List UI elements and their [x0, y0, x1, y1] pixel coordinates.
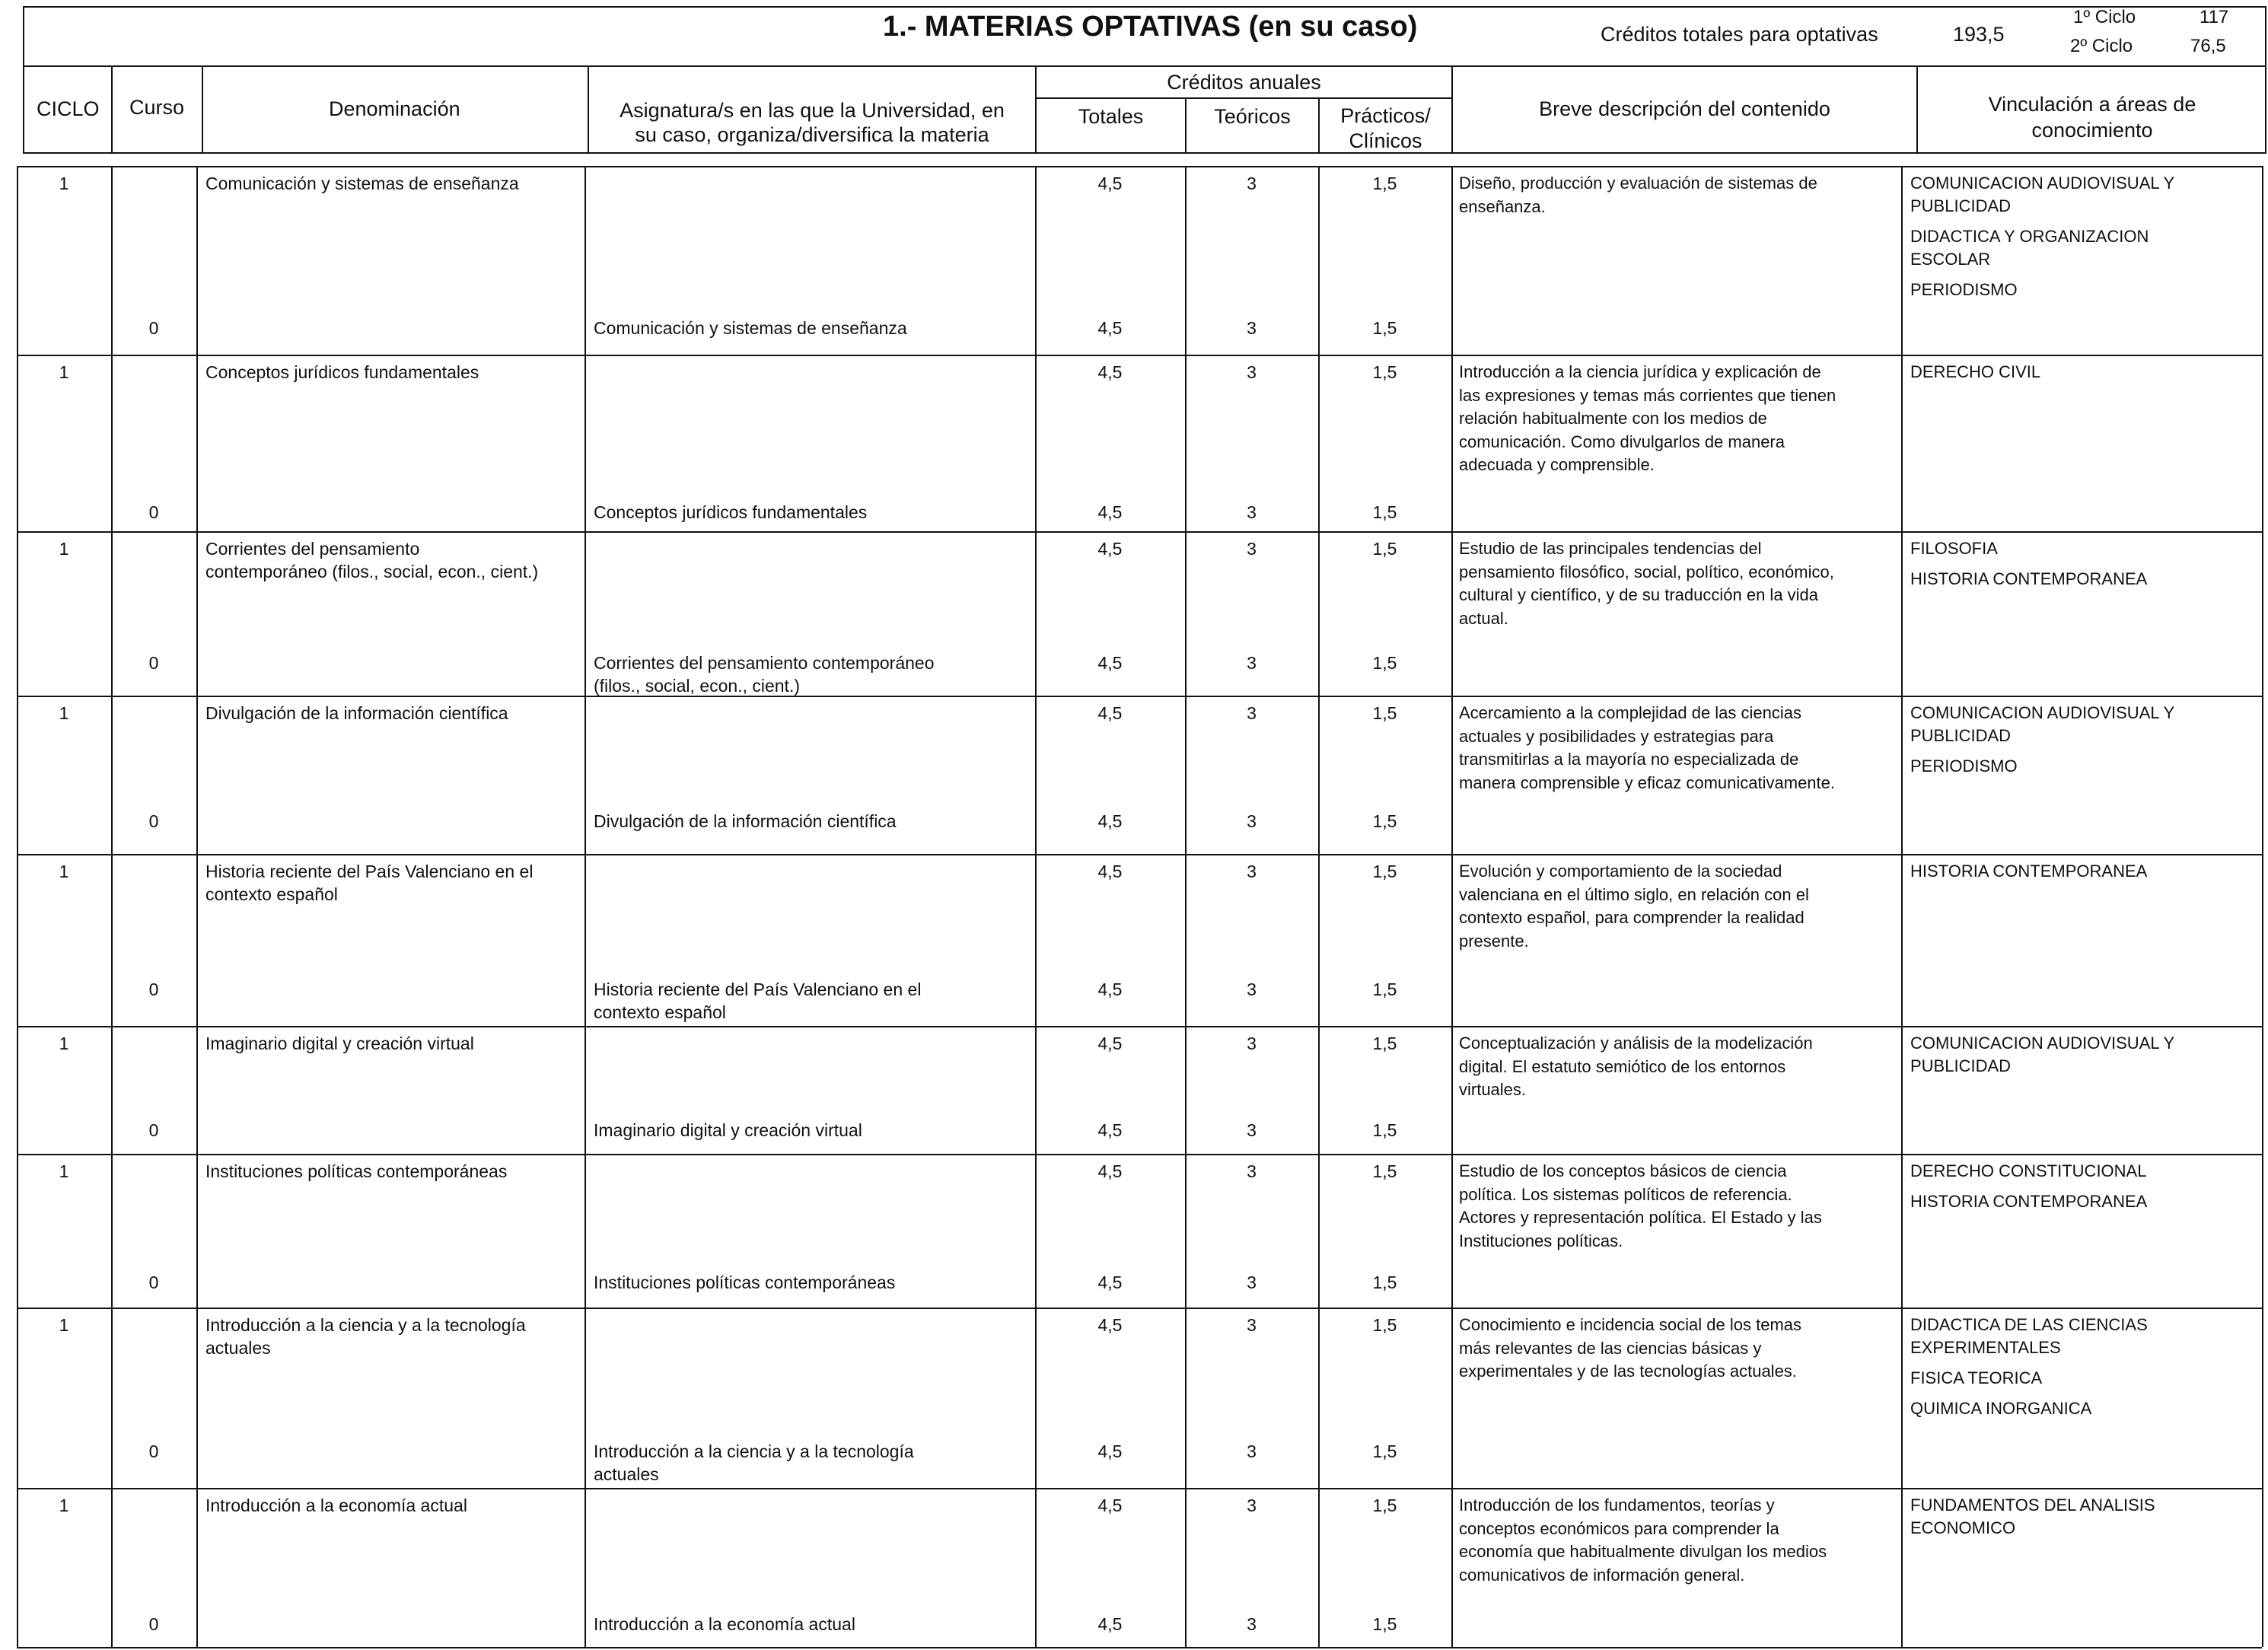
asignatura-text: Corrientes del pensamiento contemporáneo	[594, 653, 935, 673]
curso-value: 0	[148, 653, 159, 673]
teoricos-value: 3	[1247, 1034, 1257, 1053]
totales-value: 4,5	[1097, 1161, 1123, 1181]
curso-value: 0	[148, 1273, 159, 1292]
totales-value: 4,5	[1097, 979, 1123, 999]
ciclo1-label: 1º Ciclo	[2073, 7, 2136, 27]
curso-value: 0	[148, 1441, 159, 1461]
totales-value: 4,5	[1097, 1496, 1123, 1515]
asignatura-text: Introducción a la ciencia y a la tecnología	[594, 1441, 914, 1461]
totales-value: 4,5	[1097, 318, 1123, 338]
area-conocimiento: HISTORIA CONTEMPORANEA	[1910, 1192, 2148, 1211]
body-frame	[17, 166, 2263, 1647]
practicos-value: 1,5	[1372, 862, 1397, 881]
descripcion-text: conceptos económicos para comprender la	[1459, 1518, 1779, 1538]
descripcion-text: relación habitualmente con los medios de	[1459, 409, 1767, 428]
col-header-ciclo: CICLO	[37, 97, 100, 120]
totales-value: 4,5	[1097, 1614, 1123, 1634]
ciclo-value: 1	[59, 862, 69, 881]
practicos-value: 1,5	[1372, 318, 1397, 338]
area-conocimiento: HISTORIA CONTEMPORANEA	[1910, 569, 2148, 588]
totales-value: 4,5	[1097, 502, 1123, 522]
practicos-value: 1,5	[1372, 1315, 1397, 1335]
col-header-teoricos: Teóricos	[1214, 105, 1291, 128]
totales-value: 4,5	[1097, 174, 1123, 193]
denominacion-text: Historia reciente del País Valenciano en el	[205, 862, 534, 881]
col-header-asignatura-1: Asignatura/s en las que la Universidad, en	[620, 99, 1005, 122]
practicos-value: 1,5	[1372, 979, 1397, 999]
practicos-value: 1,5	[1372, 653, 1397, 673]
practicos-value: 1,5	[1372, 703, 1397, 723]
teoricos-value: 3	[1247, 1315, 1257, 1335]
page-title: 1.- MATERIAS OPTATIVAS (en su caso)	[883, 11, 1418, 43]
descripcion-text: más relevantes de las ciencias básicas y	[1459, 1338, 1762, 1358]
practicos-value: 1,5	[1372, 362, 1397, 382]
descripcion-text: Evolución y comportamiento de la sociedad	[1459, 862, 1782, 881]
curso-value: 0	[148, 318, 159, 338]
denominacion-text: Introducción a la ciencia y a la tecnología	[205, 1315, 526, 1335]
ciclo-value: 1	[59, 362, 69, 382]
descripcion-text: actual.	[1459, 608, 1508, 628]
area-conocimiento: DERECHO CONSTITUCIONAL	[1910, 1161, 2147, 1180]
practicos-value: 1,5	[1372, 502, 1397, 522]
area-conocimiento: ECONOMICO	[1910, 1518, 2016, 1537]
practicos-value: 1,5	[1372, 1441, 1397, 1461]
denominacion-text: Comunicación y sistemas de enseñanza	[205, 174, 519, 193]
curso-value: 0	[148, 1614, 159, 1634]
curso-value: 0	[148, 979, 159, 999]
descripcion-text: adecuada y comprensible.	[1459, 455, 1655, 474]
curso-value: 0	[148, 811, 159, 831]
descripcion-text: Introducción a la ciencia jurídica y explicación de	[1459, 362, 1821, 381]
denominacion-text: Conceptos jurídicos fundamentales	[205, 362, 479, 382]
descripcion-text: las expresiones y temas más corrientes que tienen	[1459, 385, 1836, 405]
teoricos-value: 3	[1247, 703, 1257, 723]
descripcion-text: presente.	[1459, 931, 1529, 951]
totales-value: 4,5	[1097, 1120, 1123, 1140]
asignatura-text: Conceptos jurídicos fundamentales	[594, 502, 868, 522]
practicos-value: 1,5	[1372, 1273, 1397, 1292]
descripcion-text: Diseño, producción y evaluación de sistemas de	[1459, 174, 1817, 193]
area-conocimiento: EXPERIMENTALES	[1910, 1338, 2061, 1357]
denominacion-text: contemporáneo (filos., social, econ., cient.)	[205, 562, 539, 581]
asignatura-text: actuales	[594, 1464, 659, 1484]
area-conocimiento: FUNDAMENTOS DEL ANALISIS	[1910, 1496, 2155, 1515]
denominacion-text: Divulgación de la información científica	[205, 703, 508, 723]
col-header-creditos-anuales: Créditos anuales	[1167, 71, 1321, 94]
descripcion-text: comunicativos de información general.	[1459, 1565, 1745, 1585]
totales-value: 4,5	[1097, 362, 1123, 382]
practicos-value: 1,5	[1372, 811, 1397, 831]
area-conocimiento: COMUNICACION AUDIOVISUAL Y	[1910, 703, 2175, 722]
col-header-vinculacion-2: conocimiento	[2031, 119, 2153, 142]
area-conocimiento: PUBLICIDAD	[1910, 726, 2012, 745]
descripcion-text: manera comprensible y eficaz comunicativamente.	[1459, 772, 1836, 792]
descripcion-text: contexto español, para comprender la realidad	[1459, 908, 1805, 927]
teoricos-value: 3	[1247, 1273, 1257, 1292]
area-conocimiento: PERIODISMO	[1910, 280, 2018, 299]
descripcion-text: Conceptualización y análisis de la modelización	[1459, 1034, 1813, 1053]
credits-total-value: 193,5	[1953, 23, 2005, 46]
descripcion-text: Acercamiento a la complejidad de las ciencias	[1459, 703, 1802, 722]
curso-value: 0	[148, 1120, 159, 1140]
ciclo1-value: 117	[2200, 7, 2229, 27]
descripcion-text: virtuales.	[1459, 1080, 1527, 1099]
area-conocimiento: FILOSOFIA	[1910, 539, 1998, 558]
asignatura-text: Instituciones políticas contemporáneas	[594, 1273, 896, 1292]
col-header-descripcion: Breve descripción del contenido	[1539, 97, 1830, 120]
descripcion-text: Conocimiento e incidencia social de los temas	[1459, 1315, 1802, 1334]
descripcion-text: Actores y representación política. El Estado y las	[1459, 1208, 1822, 1227]
totales-value: 4,5	[1097, 1273, 1123, 1292]
col-header-denominacion: Denominación	[329, 97, 460, 120]
asignatura-text: Comunicación y sistemas de enseñanza	[594, 318, 907, 338]
title-divider	[23, 65, 2266, 67]
teoricos-value: 3	[1247, 811, 1257, 831]
practicos-value: 1,5	[1372, 1034, 1397, 1053]
descripcion-text: Estudio de los conceptos básicos de ciencia	[1459, 1161, 1787, 1180]
ciclo-value: 1	[59, 1161, 69, 1181]
ciclo2-label: 2º Ciclo	[2070, 36, 2133, 56]
teoricos-value: 3	[1247, 1496, 1257, 1515]
col-header-practicos-2: Clínicos	[1349, 129, 1422, 152]
totales-value: 4,5	[1097, 1441, 1123, 1461]
denominacion-text: Introducción a la economía actual	[205, 1496, 467, 1515]
denominacion-text: Imaginario digital y creación virtual	[205, 1034, 474, 1053]
totales-value: 4,5	[1097, 862, 1123, 881]
descripcion-text: cultural y científico, y de su traducción en la vida	[1459, 585, 1819, 604]
area-conocimiento: QUIMICA INORGANICA	[1910, 1399, 2092, 1418]
teoricos-value: 3	[1247, 862, 1257, 881]
ciclo-value: 1	[59, 1315, 69, 1335]
totales-value: 4,5	[1097, 1315, 1123, 1335]
descripcion-text: digital. El estatuto semiótico de los entornos	[1459, 1056, 1786, 1076]
descripcion-text: Estudio de las principales tendencias del	[1459, 539, 1762, 558]
col-header-asignatura-2: su caso, organiza/diversifica la materia	[635, 123, 989, 146]
descripcion-text: economía que habitualmente divulgan los medios	[1459, 1542, 1827, 1561]
credits-total-label: Créditos totales para optativas	[1601, 23, 1878, 46]
teoricos-value: 3	[1247, 1441, 1257, 1461]
area-conocimiento: COMUNICACION AUDIOVISUAL Y	[1910, 1034, 2175, 1053]
asignatura-text: Historia reciente del País Valenciano en el	[594, 979, 922, 999]
teoricos-value: 3	[1247, 1161, 1257, 1181]
col-header-practicos-1: Prácticos/	[1340, 104, 1431, 127]
col-header-curso: Curso	[129, 96, 185, 119]
totales-value: 4,5	[1097, 811, 1123, 831]
practicos-value: 1,5	[1372, 1161, 1397, 1181]
area-conocimiento: PUBLICIDAD	[1910, 1056, 2012, 1075]
teoricos-value: 3	[1247, 502, 1257, 522]
asignatura-text: Imaginario digital y creación virtual	[594, 1120, 862, 1140]
descripcion-text: transmitirlas a la mayoría no especializada de	[1459, 750, 1799, 769]
ciclo-value: 1	[59, 1496, 69, 1515]
descripcion-text: enseñanza.	[1459, 196, 1546, 216]
totales-value: 4,5	[1097, 1034, 1123, 1053]
denominacion-text: Corrientes del pensamiento	[205, 539, 420, 559]
ciclo-value: 1	[59, 703, 69, 723]
teoricos-value: 3	[1247, 1120, 1257, 1140]
descripcion-text: Instituciones políticas.	[1459, 1231, 1623, 1250]
teoricos-value: 3	[1247, 653, 1257, 673]
area-conocimiento: DERECHO CIVIL	[1910, 362, 2041, 381]
asignatura-text: contexto español	[594, 1002, 726, 1022]
descripcion-text: pensamiento filosófico, social, político, económico,	[1459, 562, 1834, 581]
denominacion-text: contexto español	[205, 884, 338, 904]
asignatura-text: Introducción a la economía actual	[594, 1614, 855, 1634]
practicos-value: 1,5	[1372, 539, 1397, 559]
descripcion-text: política. Los sistemas políticos de referencia.	[1459, 1184, 1792, 1204]
totales-value: 4,5	[1097, 653, 1123, 673]
practicos-value: 1,5	[1372, 1120, 1397, 1140]
ciclo-value: 1	[59, 174, 69, 193]
practicos-value: 1,5	[1372, 1614, 1397, 1634]
denominacion-text: actuales	[205, 1338, 271, 1358]
area-conocimiento: PERIODISMO	[1910, 757, 2018, 776]
descripcion-text: comunicación. Como divulgarlos de manera	[1459, 432, 1785, 451]
area-conocimiento: DIDACTICA Y ORGANIZACION	[1910, 227, 2149, 246]
area-conocimiento: HISTORIA CONTEMPORANEA	[1910, 862, 2148, 881]
asignatura-text: Divulgación de la información científica	[594, 811, 897, 831]
teoricos-value: 3	[1247, 979, 1257, 999]
ciclo2-value: 76,5	[2190, 36, 2226, 56]
teoricos-value: 3	[1247, 318, 1257, 338]
descripcion-text: actuales y posibilidades y estrategias para	[1459, 726, 1774, 746]
descripcion-text: Introducción de los fundamentos, teorías y	[1459, 1496, 1775, 1515]
area-conocimiento: ESCOLAR	[1910, 250, 1991, 269]
totales-value: 4,5	[1097, 539, 1123, 559]
totales-value: 4,5	[1097, 703, 1123, 723]
practicos-value: 1,5	[1372, 1496, 1397, 1515]
teoricos-value: 3	[1247, 362, 1257, 382]
teoricos-value: 3	[1247, 1614, 1257, 1634]
denominacion-text: Instituciones políticas contemporáneas	[205, 1161, 508, 1181]
asignatura-text: (filos., social, econ., cient.)	[594, 676, 800, 696]
teoricos-value: 3	[1247, 539, 1257, 559]
ciclo-value: 1	[59, 539, 69, 559]
col-header-totales: Totales	[1078, 105, 1144, 128]
descripcion-text: experimentales y de las tecnologías actuales.	[1459, 1362, 1797, 1381]
area-conocimiento: FISICA TEORICA	[1910, 1368, 2043, 1387]
practicos-value: 1,5	[1372, 174, 1397, 193]
area-conocimiento: PUBLICIDAD	[1910, 196, 2012, 215]
curso-value: 0	[148, 502, 159, 522]
descripcion-text: valenciana en el último siglo, en relación con el	[1459, 884, 1809, 904]
col-header-vinculacion-1: Vinculación a áreas de	[1988, 93, 2196, 116]
ciclo-value: 1	[59, 1034, 69, 1053]
area-conocimiento: COMUNICACION AUDIOVISUAL Y	[1910, 174, 2175, 193]
teoricos-value: 3	[1247, 174, 1257, 193]
area-conocimiento: DIDACTICA DE LAS CIENCIAS	[1910, 1315, 2148, 1334]
